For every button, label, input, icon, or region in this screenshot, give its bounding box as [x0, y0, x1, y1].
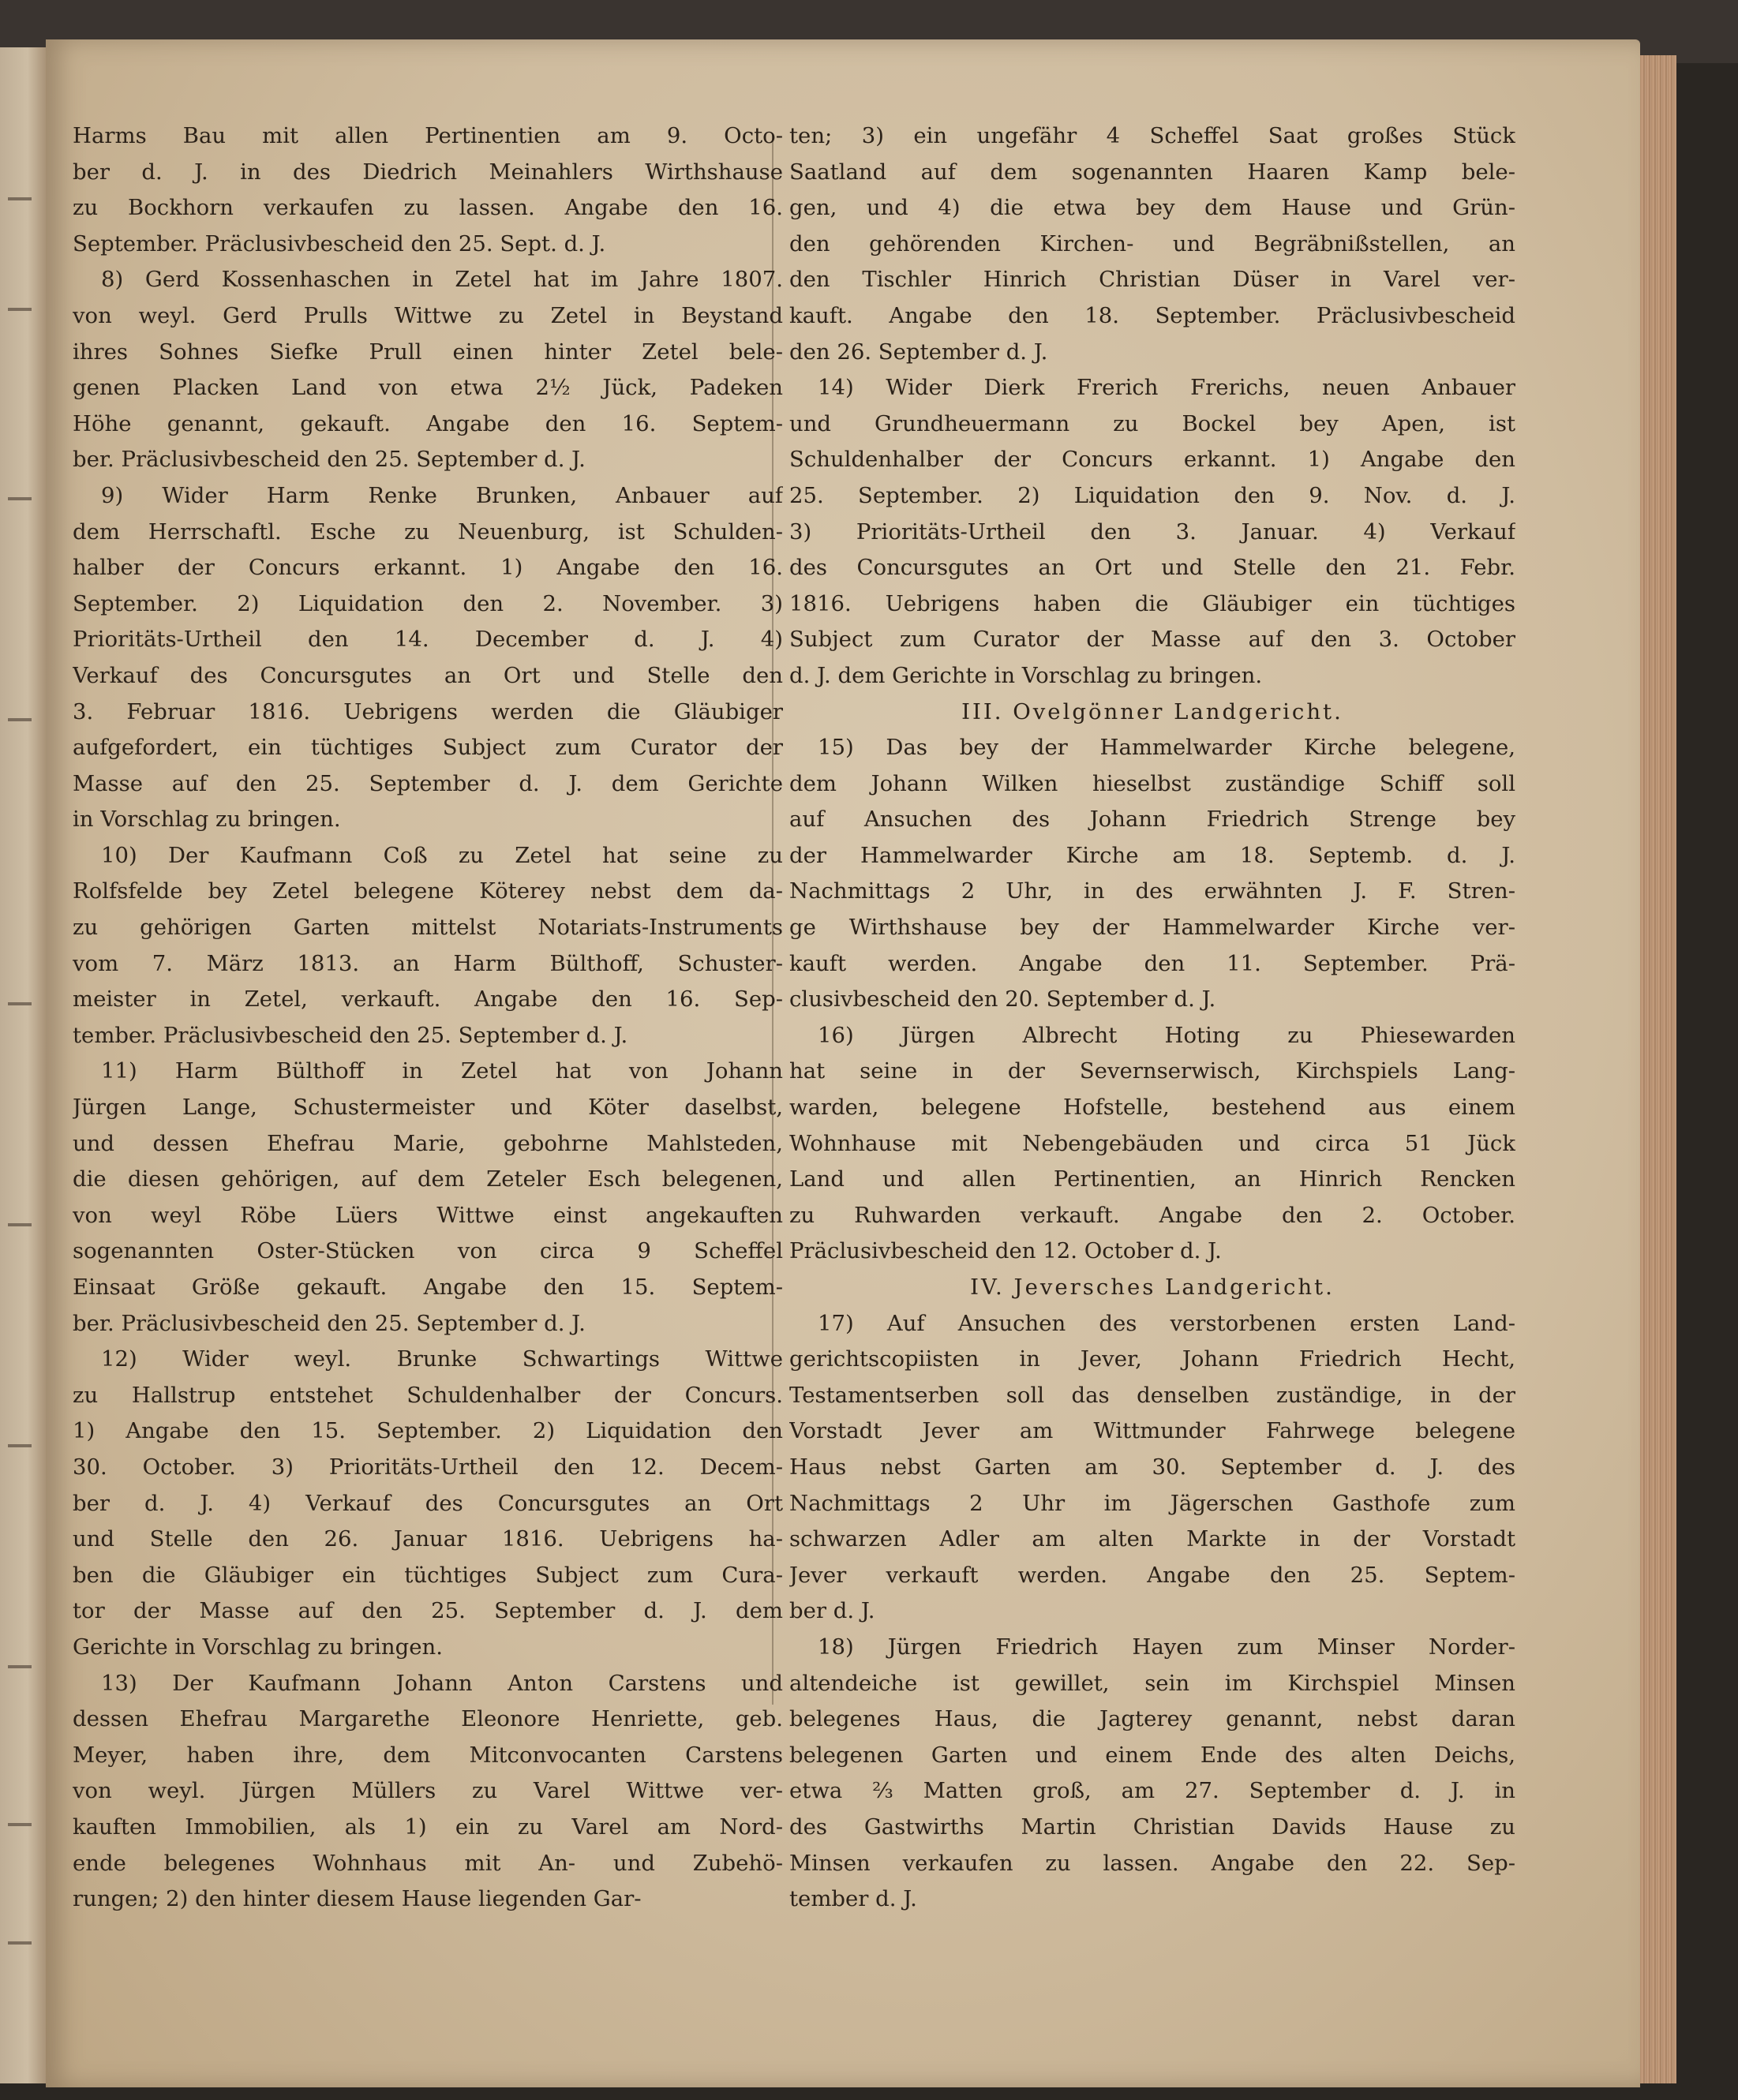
paragraph — [73, 1342, 783, 1665]
paragraph — [789, 1018, 1515, 1270]
text-line: tember. Präclusivbescheid den 25. September d. J. — [73, 1022, 628, 1048]
text-fragment — [8, 308, 32, 311]
text-line: ber d. J. in des Diedrich Meinahlers Wirthshause — [73, 159, 783, 185]
text-line: 25. September. 2) Liquidation den 9. Nov. d. J. — [789, 482, 1515, 508]
previous-page-text-fragments — [8, 166, 39, 2060]
text-line: tember d. J. — [789, 1886, 917, 1912]
text-line: Haus nebst Garten am 30. September d. J. des — [789, 1454, 1515, 1480]
text-line: dem Herrschaftl. Esche zu Neuenburg, ist Schulden- — [73, 518, 783, 545]
text-line: 8) Gerd Kossenhaschen in Zetel hat im Jahre 1807. — [101, 267, 783, 293]
text-fragment — [8, 1665, 32, 1668]
text-line: 16) Jürgen Albrecht Hoting zu Phiesewarden — [818, 1022, 1515, 1048]
text-line: vom 7. März 1813. an Harm Bülthoff, Schuster- — [73, 950, 783, 976]
text-line: ihres Sohnes Siefke Prull einen hinter Zetel bele- — [73, 339, 783, 365]
text-line: meister in Zetel, verkauft. Angabe den 16. Sep- — [73, 986, 783, 1013]
text-line: altendeiche ist gewillet, sein im Kirchspiel Minsen — [789, 1670, 1515, 1696]
paragraph — [73, 1054, 783, 1342]
text-fragment — [8, 718, 32, 721]
text-line: der Hammelwarder Kirche am 18. Septemb. d. J. — [789, 842, 1515, 868]
text-line: 3. Februar 1816. Uebrigens werden die Gläubiger — [73, 698, 783, 724]
text-line: tor der Masse auf den 25. September d. J. dem — [73, 1598, 783, 1624]
text-line: 13) Der Kaufmann Johann Anton Carstens und — [101, 1670, 783, 1696]
text-line: gerichtscopiisten in Jever, Johann Friedrich Hecht, — [789, 1346, 1515, 1372]
text-line: genen Placken Land von etwa 2½ Jück, Padeken — [73, 375, 783, 401]
text-line: ben die Gläubiger ein tüchtiges Subject zum Cura- — [73, 1562, 783, 1588]
text-line: Jürgen Lange, Schustermeister und Köter daselbst, — [73, 1095, 783, 1121]
left-column — [73, 118, 783, 1918]
text-line: ber. Präclusivbescheid den 25. September d. J. — [73, 1310, 586, 1336]
text-line: 11) Harm Bülthoff in Zetel hat von Johann — [101, 1058, 783, 1084]
text-line: kauften Immobilien, als 1) ein zu Varel am Nord- — [73, 1814, 783, 1840]
paragraph — [789, 118, 1515, 370]
paragraph — [73, 1666, 783, 1918]
text-line: den Tischler Hinrich Christian Düser in Varel ver- — [789, 267, 1515, 293]
text-line: und Stelle den 26. Januar 1816. Uebrigens ha- — [73, 1526, 783, 1552]
text-line: 10) Der Kaufmann Coß zu Zetel hat seine zu — [101, 842, 783, 868]
text-line: und Grundheuermann zu Bockel bey Apen, ist — [789, 410, 1515, 436]
text-line: clusivbescheid den 20. September d. J. — [789, 986, 1216, 1013]
text-line: halber der Concurs erkannt. 1) Angabe den 16. — [73, 555, 783, 581]
text-line: rungen; 2) den hinter diesem Hause liegenden Gar- — [73, 1886, 642, 1912]
text-line: warden, belegene Hofstelle, bestehend aus einem — [789, 1095, 1515, 1121]
section-heading: III. Ovelgönner Landgericht. — [961, 698, 1343, 724]
text-line: gen, und 4) die etwa bey dem Hause und Grün- — [789, 195, 1515, 221]
paragraph — [789, 1630, 1515, 1918]
paragraph — [73, 478, 783, 838]
text-line: des Concursgutes an Ort und Stelle den 21. Febr. — [789, 555, 1515, 581]
text-line: Präclusivbescheid den 12. October d. J. — [789, 1238, 1222, 1264]
text-line: belegenes Haus, die Jagterey genannt, nebst daran — [789, 1706, 1515, 1732]
text-line: Minsen verkaufen zu lassen. Angabe den 22. Sep- — [789, 1850, 1515, 1876]
text-line: Nachmittags 2 Uhr im Jägerschen Gasthofe zum — [789, 1490, 1515, 1516]
text-line: von weyl. Gerd Prulls Wittwe zu Zetel in Beystand — [73, 302, 783, 328]
text-line: ber. Präclusivbescheid den 25. September d. J. — [73, 447, 586, 473]
text-line: Rolfsfelde bey Zetel belegene Köterey nebst dem da- — [73, 878, 783, 904]
text-line: ge Wirthshause bey der Hammelwarder Kirche ver- — [789, 915, 1515, 941]
text-line: Gerichte in Vorschlag zu bringen. — [73, 1634, 443, 1660]
text-line: Subject zum Curator der Masse auf den 3. October — [789, 627, 1515, 653]
text-line: dessen Ehefrau Margarethe Eleonore Henriette, geb. — [73, 1706, 783, 1732]
text-line: belegenen Garten und einem Ende des alten Deichs, — [789, 1742, 1515, 1768]
text-line: 3) Prioritäts-Urtheil den 3. Januar. 4) Verkauf — [789, 518, 1515, 545]
text-fragment — [8, 1223, 32, 1226]
paragraph — [789, 370, 1515, 694]
text-line: in Vorschlag zu bringen. — [73, 807, 341, 833]
previous-page-edge — [0, 47, 47, 2083]
text-line: den 26. September d. J. — [789, 339, 1048, 365]
text-line: 1816. Uebrigens haben die Gläubiger ein tüchtiges — [789, 590, 1515, 616]
text-fragment — [8, 497, 32, 500]
text-line: 30. October. 3) Prioritäts-Urtheil den 12. Decem- — [73, 1454, 783, 1480]
text-line: sogenannten Oster-Stücken von circa 9 Scheffel — [73, 1238, 783, 1264]
text-line: Testamentserben soll das denselben zuständige, in der — [789, 1382, 1515, 1408]
background-right — [1676, 63, 1738, 2100]
paragraph — [73, 262, 783, 478]
text-line: die diesen gehörigen, auf dem Zeteler Esch belegenen, — [73, 1166, 783, 1192]
text-line: von weyl. Jürgen Müllers zu Varel Wittwe ver- — [73, 1778, 783, 1804]
section-heading-block — [789, 1270, 1515, 1306]
text-fragment — [8, 1823, 32, 1826]
text-line: schwarzen Adler am alten Markte in der Vorstadt — [789, 1526, 1515, 1552]
text-line: ber d. J. 4) Verkauf des Concursgutes an Ort — [73, 1490, 783, 1516]
page-stack-edge — [1640, 55, 1676, 2083]
text-line: ber d. J. — [789, 1598, 875, 1624]
paragraph — [789, 730, 1515, 1018]
text-line: aufgefordert, ein tüchtiges Subject zum Curator der — [73, 735, 783, 761]
paragraph — [789, 1306, 1515, 1630]
text-line: 14) Wider Dierk Frerich Frerichs, neuen Anbauer — [818, 375, 1515, 401]
text-line: Harms Bau mit allen Pertinentien am 9. Octo- — [73, 123, 783, 148]
text-line: zu Hallstrup entstehet Schuldenhalber der Concurs. — [73, 1382, 783, 1408]
text-line: zu gehörigen Garten mittelst Notariats-Instruments — [73, 915, 783, 941]
text-line: Einsaat Größe gekauft. Angabe den 15. Septem- — [73, 1275, 783, 1300]
text-line: Vorstadt Jever am Wittmunder Fahrwege belegene — [789, 1418, 1515, 1444]
text-line: Nachmittags 2 Uhr, in des erwähnten J. F. Stren- — [789, 878, 1515, 904]
paragraph — [73, 118, 783, 262]
paragraph — [73, 838, 783, 1054]
text-line: 12) Wider weyl. Brunke Schwartings Wittwe — [101, 1346, 783, 1372]
text-line: hat seine in der Severnserwisch, Kirchspiels Lang- — [789, 1058, 1515, 1084]
text-line: des Gastwirths Martin Christian Davids Hause zu — [789, 1814, 1515, 1840]
text-line: Wohnhause mit Nebengebäuden und circa 51 Jück — [789, 1130, 1515, 1156]
text-line: von weyl Röbe Lüers Wittwe einst angekauften — [73, 1202, 783, 1228]
text-line: Meyer, haben ihre, dem Mitconvocanten Carstens — [73, 1742, 783, 1768]
section-heading: IV. Jeversches Landgericht. — [970, 1275, 1335, 1300]
text-line: ten; 3) ein ungefähr 4 Scheffel Saat großes Stück — [789, 123, 1515, 148]
text-line: Verkauf des Concursgutes an Ort und Stelle den — [73, 662, 783, 688]
text-line: kauft. Angabe den 18. September. Präclusivbescheid — [789, 302, 1515, 328]
text-line: ende belegenes Wohnhaus mit An- und Zubehö- — [73, 1850, 783, 1876]
text-fragment — [8, 1444, 32, 1447]
text-line: Prioritäts-Urtheil den 14. December d. J. 4) — [73, 627, 783, 653]
text-fragment — [8, 1941, 32, 1945]
text-line: etwa ⅔ Matten groß, am 27. September d. J. in — [789, 1778, 1515, 1804]
text-fragment — [8, 197, 32, 200]
text-line: Land und allen Pertinentien, an Hinrich Rencken — [789, 1166, 1515, 1192]
text-line: den gehörenden Kirchen- und Begräbnißstellen, an — [789, 230, 1515, 256]
text-line: 9) Wider Harm Renke Brunken, Anbauer auf — [101, 482, 783, 508]
text-line: zu Bockhorn verkaufen zu lassen. Angabe den 16. — [73, 195, 783, 221]
section-heading-block — [789, 694, 1515, 731]
text-line: d. J. dem Gerichte in Vorschlag zu bringen. — [789, 662, 1263, 688]
text-line: 1) Angabe den 15. September. 2) Liquidation den — [73, 1418, 783, 1444]
text-line: Schuldenhalber der Concurs erkannt. 1) Angabe den — [789, 447, 1515, 473]
text-line: Jever verkauft werden. Angabe den 25. Septem- — [789, 1562, 1515, 1588]
text-line: 18) Jürgen Friedrich Hayen zum Minser Norder- — [818, 1634, 1515, 1660]
text-line: auf Ansuchen des Johann Friedrich Strenge bey — [789, 807, 1515, 833]
text-line: Höhe genannt, gekauft. Angabe den 16. Septem- — [73, 410, 783, 436]
text-line: September. Präclusivbescheid den 25. Sept. d. J. — [73, 230, 606, 256]
text-line: und dessen Ehefrau Marie, gebohrne Mahlsteden, — [73, 1130, 783, 1156]
text-line: kauft werden. Angabe den 11. September. Prä- — [789, 950, 1515, 976]
text-line: dem Johann Wilken hieselbst zuständige Schiff soll — [789, 770, 1515, 796]
text-line: zu Ruhwarden verkauft. Angabe den 2. October. — [789, 1202, 1515, 1228]
text-fragment — [8, 1002, 32, 1005]
text-line: Saatland auf dem sogenannten Haaren Kamp bele- — [789, 159, 1515, 185]
text-line: 17) Auf Ansuchen des verstorbenen ersten Land- — [818, 1310, 1515, 1336]
right-column — [789, 118, 1515, 1918]
text-line: 15) Das bey der Hammelwarder Kirche belegene, — [818, 735, 1515, 761]
text-line: September. 2) Liquidation den 2. November. 3) — [73, 590, 783, 616]
text-line: Masse auf den 25. September d. J. dem Gerichte — [73, 770, 783, 796]
